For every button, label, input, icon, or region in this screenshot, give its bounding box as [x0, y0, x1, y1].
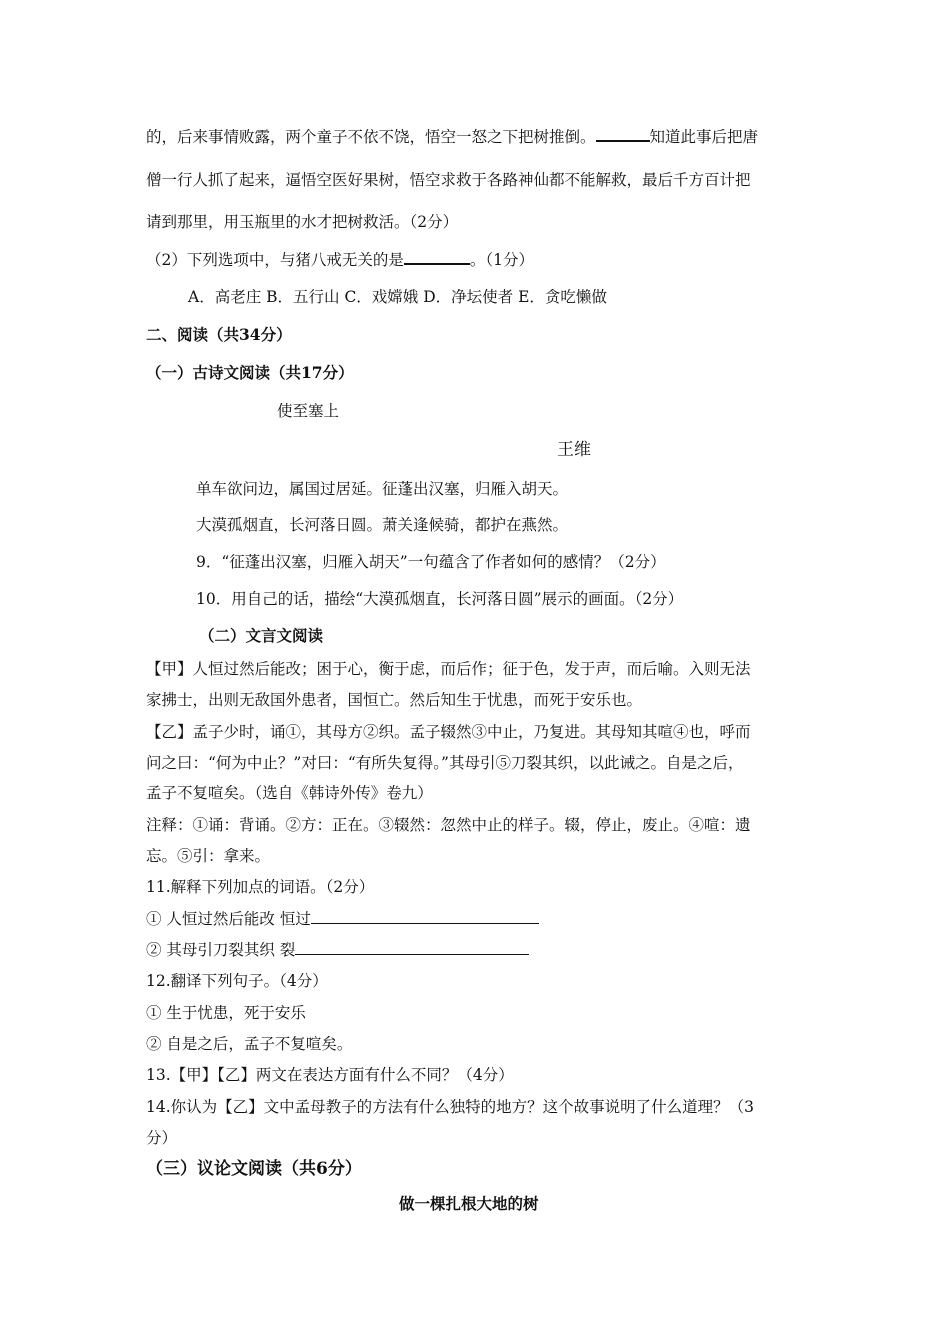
answer-blank[interactable]: [596, 126, 650, 142]
question-2: [146, 249, 534, 270]
text-line: 请到那里，用玉瓶里的水才把树救活。（2分）: [146, 213, 459, 231]
text-segment: （2）下列选项中，与猪八戒无关的是: [146, 251, 404, 269]
subsection-heading: （二）文言文阅读: [199, 626, 324, 645]
question-11-item: [146, 909, 539, 929]
question-10: 10．用自己的话，描绘“大漠孤烟直，长河落日圆”展示的画面。（2分）: [196, 590, 684, 608]
section-heading: 二、阅读（共34分）: [146, 325, 292, 344]
question-9: 9．“征蓬出汉塞，归雁入胡天”一句蕴含了作者如何的感情？（2分）: [196, 553, 666, 571]
answer-blank[interactable]: [311, 909, 539, 924]
answer-blank[interactable]: [404, 249, 470, 265]
passage-line: 家拂士，出则无敌国外患者，国恒亡。然后知生于忧患，而死于安乐也。: [146, 691, 643, 709]
text-line: [146, 126, 758, 147]
text-segment: ② 其母引刀裂其织 裂: [146, 941, 296, 959]
question-12: 12.翻译下列句子。（4分）: [146, 972, 328, 990]
subsection-heading: （一）古诗文阅读（共17分）: [146, 363, 354, 382]
text-segment: 。（1分）: [469, 251, 534, 269]
question-14: 分）: [146, 1129, 178, 1147]
passage-line: 孟子不复喧矣。（选自《韩诗外传》卷九）: [146, 784, 433, 802]
poem-line: 大漠孤烟直，长河落日圆。萧关逢候骑，都护在燕然。: [196, 516, 569, 534]
options-line: A．高老庄 B．五行山 C．戏嫦娥 D．净坛使者 E．贪吃懒做: [188, 288, 607, 306]
subsection-heading: （三）议论文阅读（共6分）: [146, 1159, 362, 1179]
poem-line: 单车欲问边，属国过居延。征蓬出汉塞，归雁入胡天。: [196, 480, 569, 498]
note-line: 注释：①诵：背诵。②方：正在。③辍然：忽然中止的样子。辍，停止，废止。④喧：遗: [146, 816, 751, 834]
passage-line: 【甲】人恒过然后能改；困于心，衡于虑，而后作；征于色，发于声，而后喻。入则无法: [146, 660, 751, 678]
passage-line: 问之曰：“何为中止？”对曰：“有所失复得。”其母引⑤刀裂其织，以此诫之。自是之后，: [146, 754, 744, 772]
note-line: 忘。⑤引：拿来。: [146, 847, 271, 865]
poem-author: 王维: [557, 440, 591, 460]
question-11: 11.解释下列加点的词语。（2分）: [146, 878, 375, 896]
text-line: 僧一行人抓了起来，逼悟空医好果树，悟空求救于各路神仙都不能解救，最后千方百计把: [146, 171, 751, 189]
question-13: 13.【甲】【乙】两文在表达方面有什么不同？（4分）: [146, 1066, 514, 1084]
question-14: 14.你认为【乙】文中孟母教子的方法有什么独特的地方？这个故事说明了什么道理？（3: [146, 1098, 755, 1116]
text-segment: 的，后来事情败露，两个童子不依不饶，悟空一怒之下把树推倒。: [146, 128, 596, 146]
text-segment: 知道此事后把唐: [649, 128, 759, 146]
question-12-item: ① 生于忧患，死于安乐: [146, 1004, 306, 1022]
answer-blank[interactable]: [295, 940, 529, 955]
essay-title: 做一棵扎根大地的树: [399, 1194, 539, 1213]
text-segment: ① 人恒过然后能改 恒过: [146, 910, 311, 928]
question-12-item: ② 自是之后，孟子不复喧矣。: [146, 1035, 353, 1053]
question-11-item: [146, 940, 529, 960]
passage-line: 【乙】孟子少时，诵①，其母方②织。孟子辍然③中止，乃复进。其母知其喧④也，呼而: [146, 723, 751, 741]
poem-title: 使至塞上: [277, 402, 340, 420]
